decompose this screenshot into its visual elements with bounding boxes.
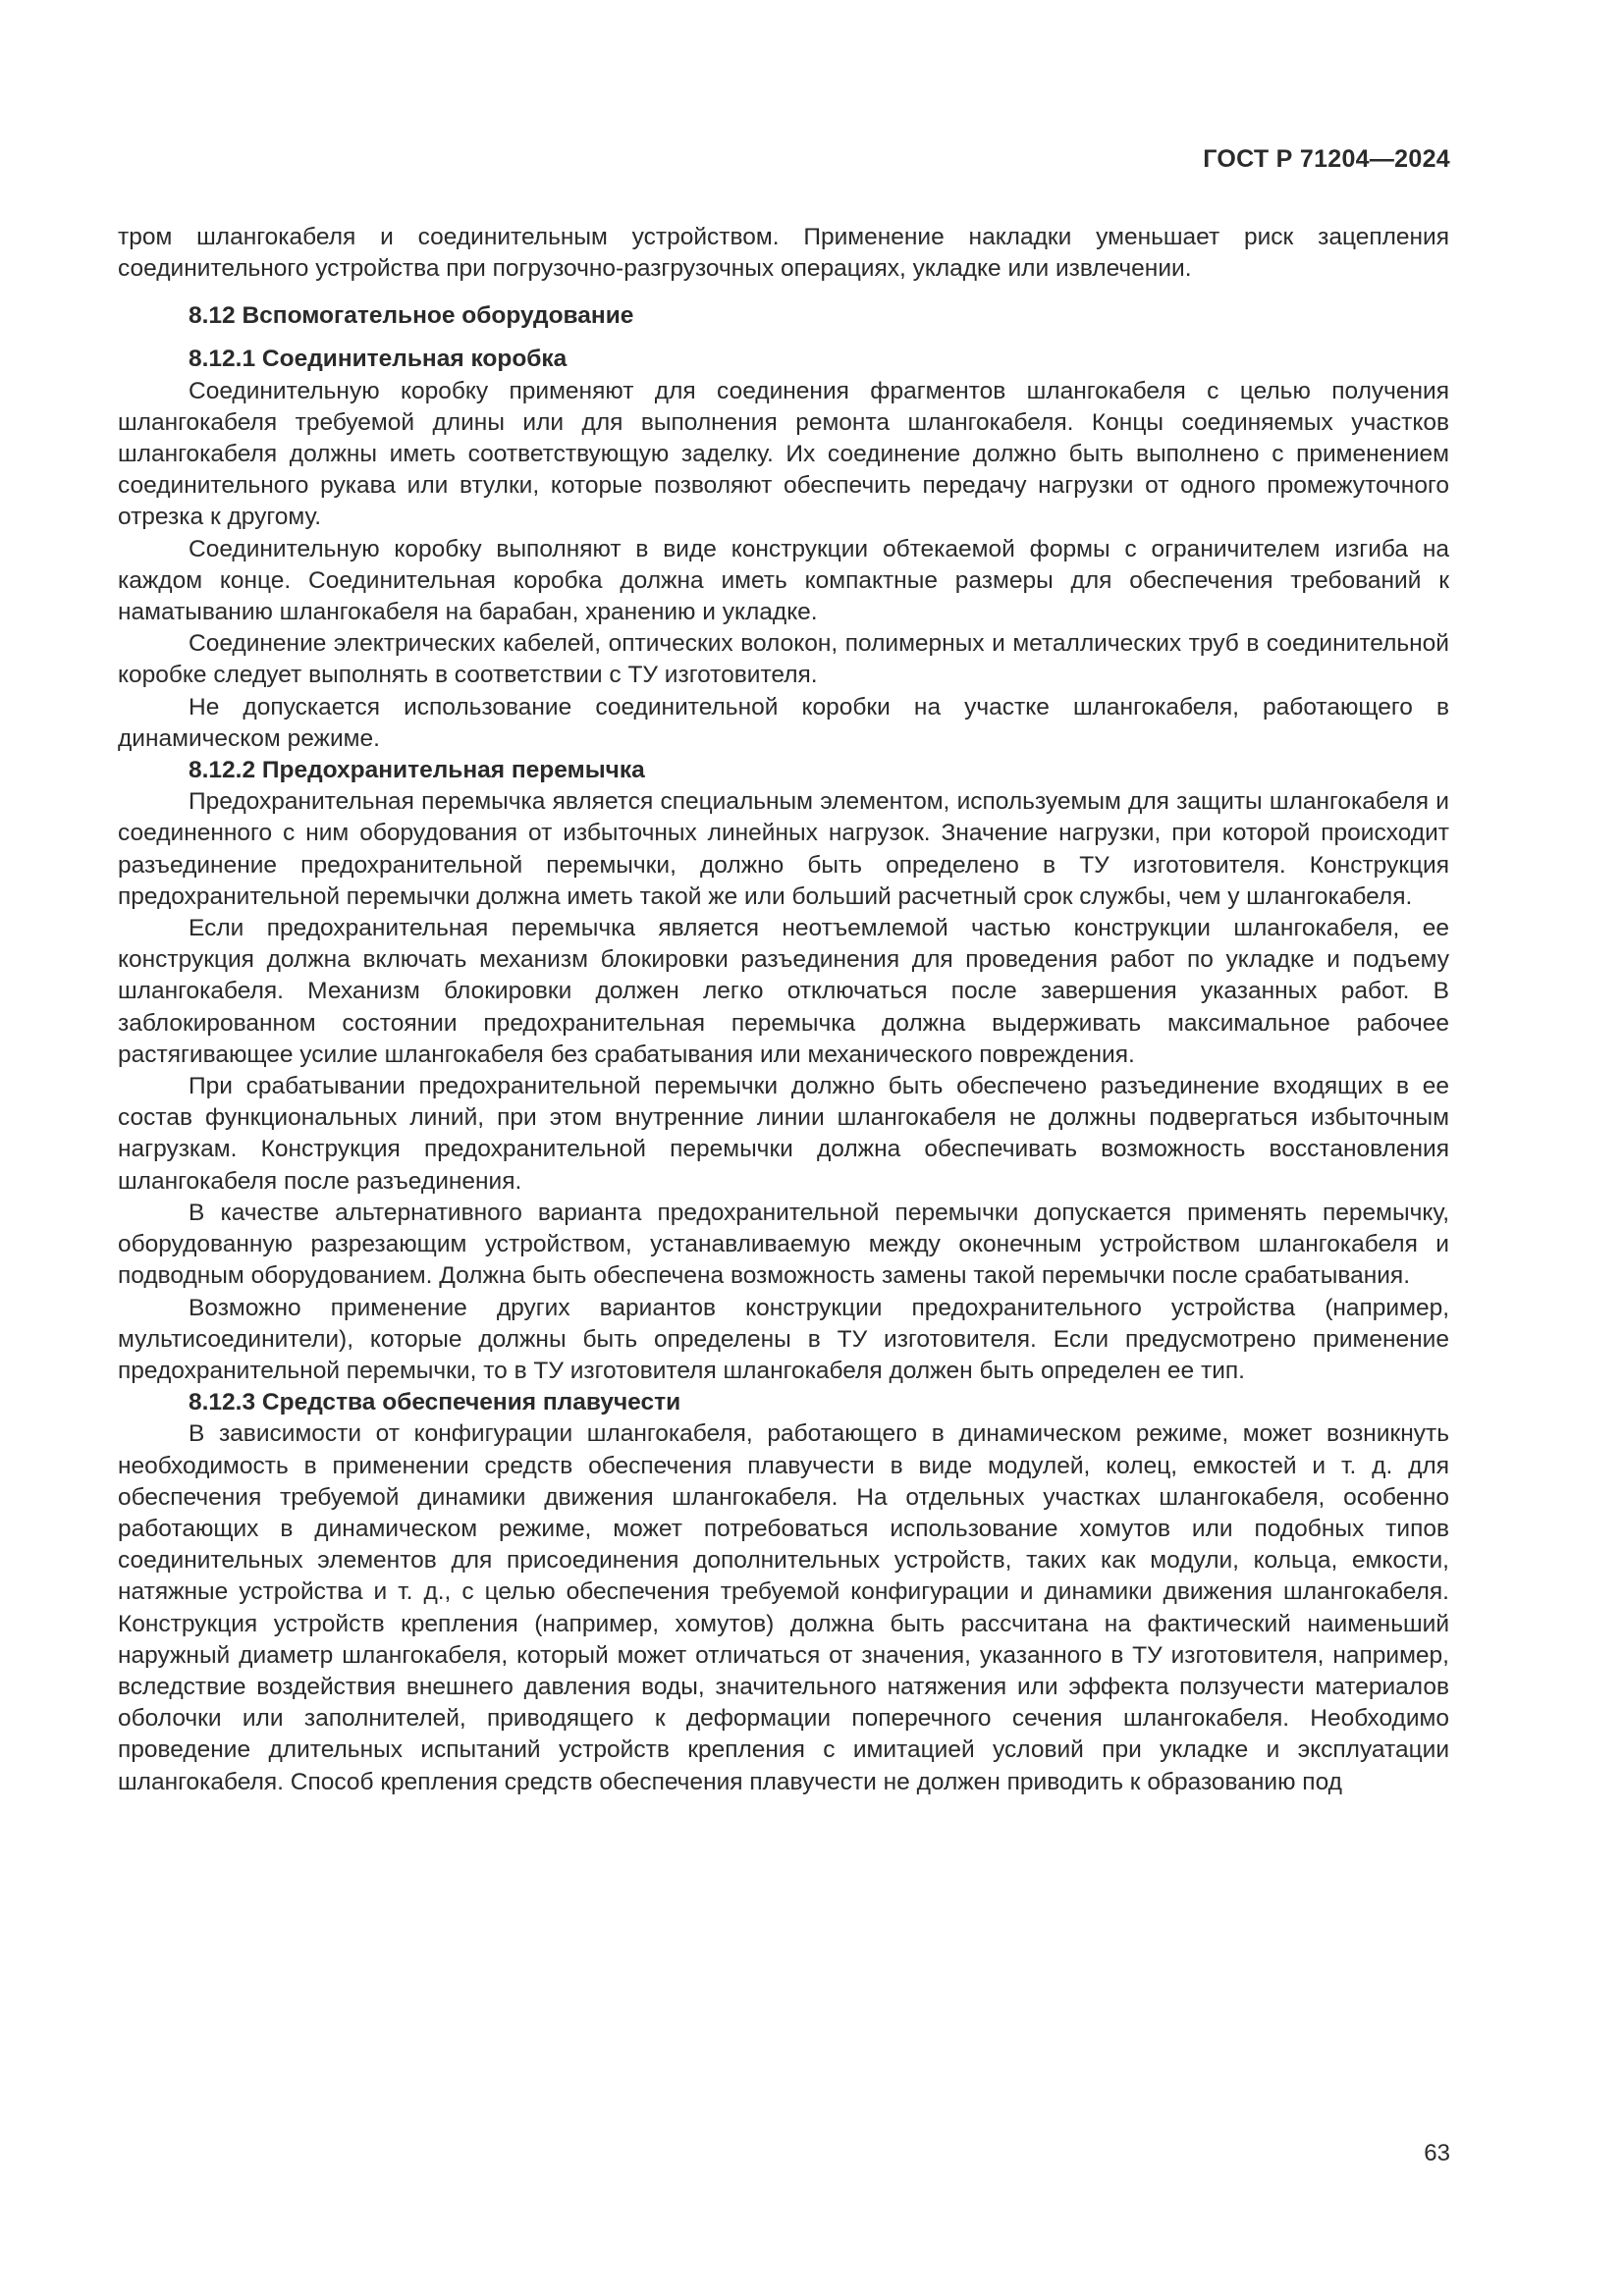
paragraph: Возможно применение других вариантов конструкции предохранительного устройства (например, мультисоединители), которые должны быть определены в ТУ изготовителя. Если предусмотрено применение предохранительной перемычки, то в ТУ изготовителя шлангокабеля должен быть определен ее тип. — [118, 1294, 1449, 1384]
subsection-title: 8.12.3 Средства обеспечения плавучести — [189, 1389, 681, 1416]
section-title: 8.12 Вспомогательное оборудование — [189, 302, 634, 330]
paragraph: В зависимости от конфигурации шлангокабеля, работающего в динамическом режиме, может возникнуть необходимость в применении средств обеспечения плавучести в виде модулей, колец, емкостей и т. д. для обеспечения требуемой динамики движения шлангокабеля. На отдельных участках шлангокабеля, особенно работающих в динамическом режиме, может потребоваться использование хомутов или подобных типов соединительных элементов для присоединения дополнительных устройств, таких как модули, кольца, емкости, натяжные устройства и т. д., с целью обеспечения требуемой конфигурации и динамики движения шлангокабеля. Конструкция устройств крепления (например, хомутов) должна быть рассчитана на фактический наименьший наружный диаметр шлангокабеля, который может отличаться от значения, указанного в ТУ изготовителя, например, вследствие воздействия внешнего давления воды, значительного натяжения или эффекта ползучести материалов оболочки или заполнителей, приводящего к деформации поперечного сечения шлангокабеля. Необходимо проведение длительных испытаний устройств крепления с имитацией условий при укладке и эксплуатации шлангокабеля. Способ крепления средств обеспечения плавучести не должен приводить к образованию под — [118, 1420, 1449, 1795]
subsection-title: 8.12.1 Соединительная коробка — [189, 346, 568, 373]
continuation-paragraph: тром шлангокабеля и соединительным устройством. Применение накладки уменьшает риск зацепления соединительного устройства при погрузочно-разгрузочных операциях, укладке или извлечении. — [118, 224, 1449, 283]
document-body — [118, 222, 1449, 1798]
page-number: 63 — [1424, 2140, 1450, 2166]
subsection-title: 8.12.2 Предохранительная перемычка — [189, 757, 645, 784]
paragraph: Не допускается использование соединительной коробки на участке шлангокабеля, работающего в динамическом режиме. — [118, 693, 1449, 752]
paragraph: Предохранительная перемычка является специальным элементом, используемым для защиты шлангокабеля и соединенного с ним оборудования от избыточных линейных нагрузок. Значение нагрузки, при которой происходит разъединение предохранительной перемычки, должно быть определено в ТУ изготовителя. Конструкция предохранительной перемычки должна иметь такой же или больший расчетный срок службы, чем у шлангокабеля. — [118, 788, 1449, 910]
document-header: ГОСТ Р 71204—2024 — [1203, 145, 1450, 173]
paragraph: Соединительную коробку применяют для соединения фрагментов шлангокабеля с целью получения шлангокабеля требуемой длины или для выполнения ремонта шлангокабеля. Концы соединяемых участков шлангокабеля должны иметь соответствующую заделку. Их соединение должно быть выполнено с применением соединительного рукава или втулки, которые позволяют обеспечить передачу нагрузки от одного промежуточного отрезка к другому. — [118, 377, 1449, 531]
paragraph: В качестве альтернативного варианта предохранительной перемычки допускается применять перемычку, оборудованную разрезающим устройством, устанавливаемую между оконечным устройством шлангокабеля и подводным оборудованием. Должна быть обеспечена возможность замены такой перемычки после срабатывания. — [118, 1199, 1449, 1290]
paragraph: Соединение электрических кабелей, оптических волокон, полимерных и металлических труб в соединительной коробке следует выполнять в соответствии с ТУ изготовителя. — [118, 630, 1449, 689]
paragraph: При срабатывании предохранительной перемычки должно быть обеспечено разъединение входящих в ее состав функциональных линий, при этом внутренние линии шлангокабеля не должны подвергаться избыточным нагрузкам. Конструкция предохранительной перемычки должна обеспечивать возможность восстановления шлангокабеля после разъединения. — [118, 1073, 1449, 1195]
paragraph: Если предохранительная перемычка является неотъемлемой частью конструкции шлангокабеля, ее конструкция должна включать механизм блокировки разъединения для проведения работ по укладке и подъему шлангокабеля. Механизм блокировки должен легко отключаться после завершения указанных работ. В заблокированном состоянии предохранительная перемычка должна выдерживать максимальное рабочее растягивающее усилие шлангокабеля без срабатывания или механического повреждения. — [118, 915, 1449, 1068]
paragraph: Соединительную коробку выполняют в виде конструкции обтекаемой формы с ограничителем изгиба на каждом конце. Соединительная коробка должна иметь компактные размеры для обеспечения требований к наматыванию шлангокабеля на барабан, хранению и укладке. — [118, 535, 1449, 626]
